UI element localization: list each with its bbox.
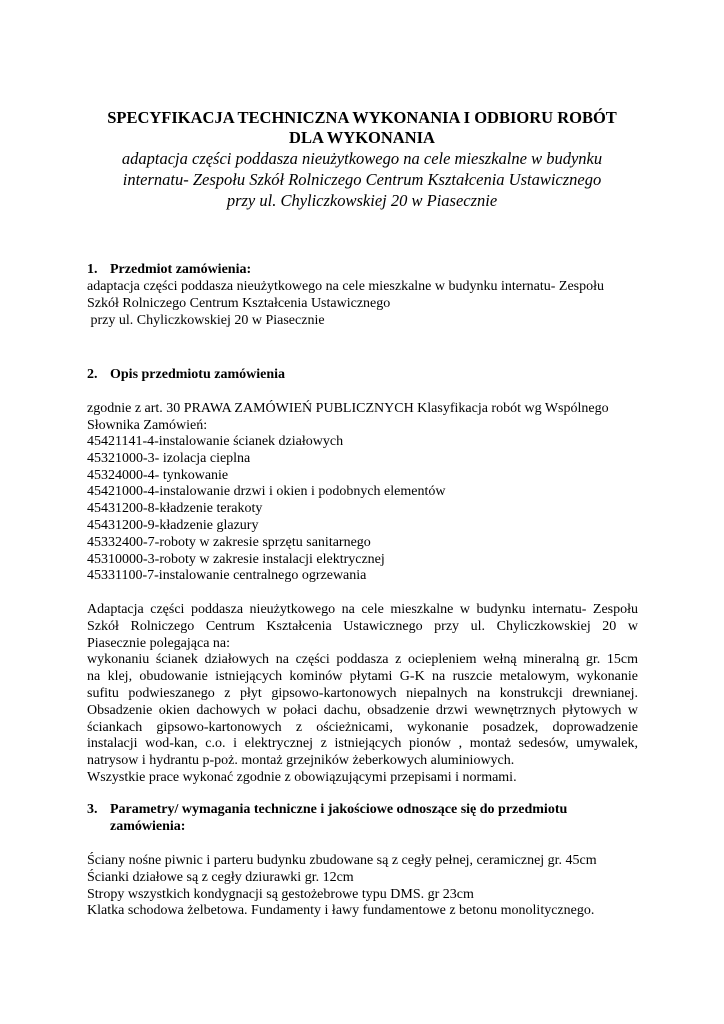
work-scope-line: sufitu podwieszanego z płyt gipsowo-kartonowych niepalnych na konstrukcji drewnianej. <box>87 685 638 701</box>
work-scope-line: wykonaniu ścianek działowych na części poddasza z ociepleniem wełną mineralną gr. 15cm <box>87 652 638 668</box>
section-3-body <box>87 853 597 920</box>
section-3-line: Stropy wszystkich kondygnacji są gestożebrowe typu DMS. gr 23cm <box>87 886 474 902</box>
section-1-title: Przedmiot zamówienia: <box>110 262 252 277</box>
section-3-number: 3. <box>87 802 98 817</box>
section-3-title-line-1: Parametry/ wymagania techniczne i jakościowe odnoszące się do przedmiotu <box>110 802 568 817</box>
work-scope-line: ściankach gipsowo-kartonowych z ościeżnicami, wykonanie posadzek, doprowadzenie <box>87 719 638 735</box>
cpv-code-item: 45324000-4- tynkowanie <box>87 467 229 483</box>
cpv-code-item: 45321000-3- izolacja cieplna <box>87 450 251 466</box>
subtitle-line-1: adaptacja części poddasza nieużytkowego na cele mieszkalne w budynku <box>121 149 603 168</box>
work-scope-line: Obsadzenie okien dachowych w połaci dachu, obsadzenie drzwi wewnętrznych płytowych w <box>87 702 638 718</box>
cpv-code-item: 45332400-7-roboty w zakresie sprzętu sanitarnego <box>87 534 371 550</box>
section-2-intro-line: zgodnie z art. 30 PRAWA ZAMÓWIEŃ PUBLICZNYCH Klasyfikacja robót wg Wspólnego <box>87 401 609 416</box>
cpv-code-item: 45431200-9-kładzenie glazury <box>87 517 259 533</box>
work-scope-line: Wszystkie prace wykonać zgodnie z obowiązującymi przepisami i normami. <box>87 769 517 785</box>
work-scope-line: natrysow i hydrantu p-poż. montaż grzejników żeberkowych aluminiowych. <box>87 753 515 769</box>
description-line: Adaptacja części poddasza nieużytkowego na cele mieszkalne w budynku internatu- Zespołu <box>87 602 638 617</box>
section-2-number: 2. <box>87 367 98 382</box>
section-3-line: Ścianki działowe są z cegły dziurawki gr. 12cm <box>87 869 354 885</box>
subtitle-line-3: przy ul. Chyliczkowskiej 20 w Piasecznie <box>226 191 498 210</box>
section-1-body <box>87 279 604 329</box>
title-line-2: DLA WYKONANIA <box>289 128 435 147</box>
cpv-code-item: 45310000-3-roboty w zakresie instalacji elektrycznej <box>87 551 385 567</box>
section-2-intro <box>87 401 609 435</box>
section-3-title-line-2: zamówienia: <box>110 819 186 834</box>
document-title-block <box>60 108 664 211</box>
cpv-code-item: 45431200-8-kładzenie terakoty <box>87 501 263 517</box>
section-2-title: Opis przedmiotu zamówienia <box>110 367 285 382</box>
cpv-code-list <box>87 434 445 585</box>
section-2-description <box>87 602 638 787</box>
cpv-code-item: 45421000-4-instalowanie drzwi i okien i podobnych elementów <box>87 484 446 500</box>
section-3-line: Ściany nośne piwnic i parteru budynku zbudowane są z cegły pełnej, ceramicznej gr. 45cm <box>87 853 597 868</box>
section-2-intro-line: Słownika Zamówień: <box>87 417 208 433</box>
subtitle-line-2: internatu- Zespołu Szkół Rolniczego Centrum Kształcenia Ustawicznego <box>122 170 602 189</box>
section-2-heading <box>87 367 285 384</box>
cpv-code-item: 45331100-7-instalowanie centralnego ogrzewania <box>87 568 367 584</box>
title-line-1: SPECYFIKACJA TECHNICZNA WYKONANIA I ODBIORU ROBÓT <box>107 108 617 127</box>
section-1-line: przy ul. Chyliczkowskiej 20 w Piasecznie <box>87 312 325 328</box>
section-3-heading <box>87 802 567 819</box>
description-line: Szkół Rolniczego Centrum Kształcenia Ustawicznego przy ul. Chyliczkowskiej 20 w <box>87 618 638 634</box>
description-line: Piasecznie polegająca na: <box>87 635 231 651</box>
section-1-line: Szkół Rolniczego Centrum Kształcenia Ustawicznego <box>87 295 391 311</box>
work-scope-line: instalacji wod-kan, c.o. i elektrycznej z istniejących pionów , montaż sedesów, umywalek, <box>87 736 638 752</box>
section-1-line: adaptacja części poddasza nieużytkowego na cele mieszkalne w budynku internatu- Zespołu <box>87 279 605 294</box>
cpv-code-item: 45421141-4-instalowanie ścianek działowych <box>87 434 344 449</box>
section-1-number: 1. <box>87 262 98 277</box>
work-scope-line: na klej, obudowanie istniejących kominów płytami G-K na ruszcie metalowym, wykonanie <box>87 669 638 685</box>
section-1-heading <box>87 262 251 279</box>
section-3-line: Klatka schodowa żelbetowa. Fundamenty i ławy fundamentowe z betonu monolitycznego. <box>87 903 595 919</box>
